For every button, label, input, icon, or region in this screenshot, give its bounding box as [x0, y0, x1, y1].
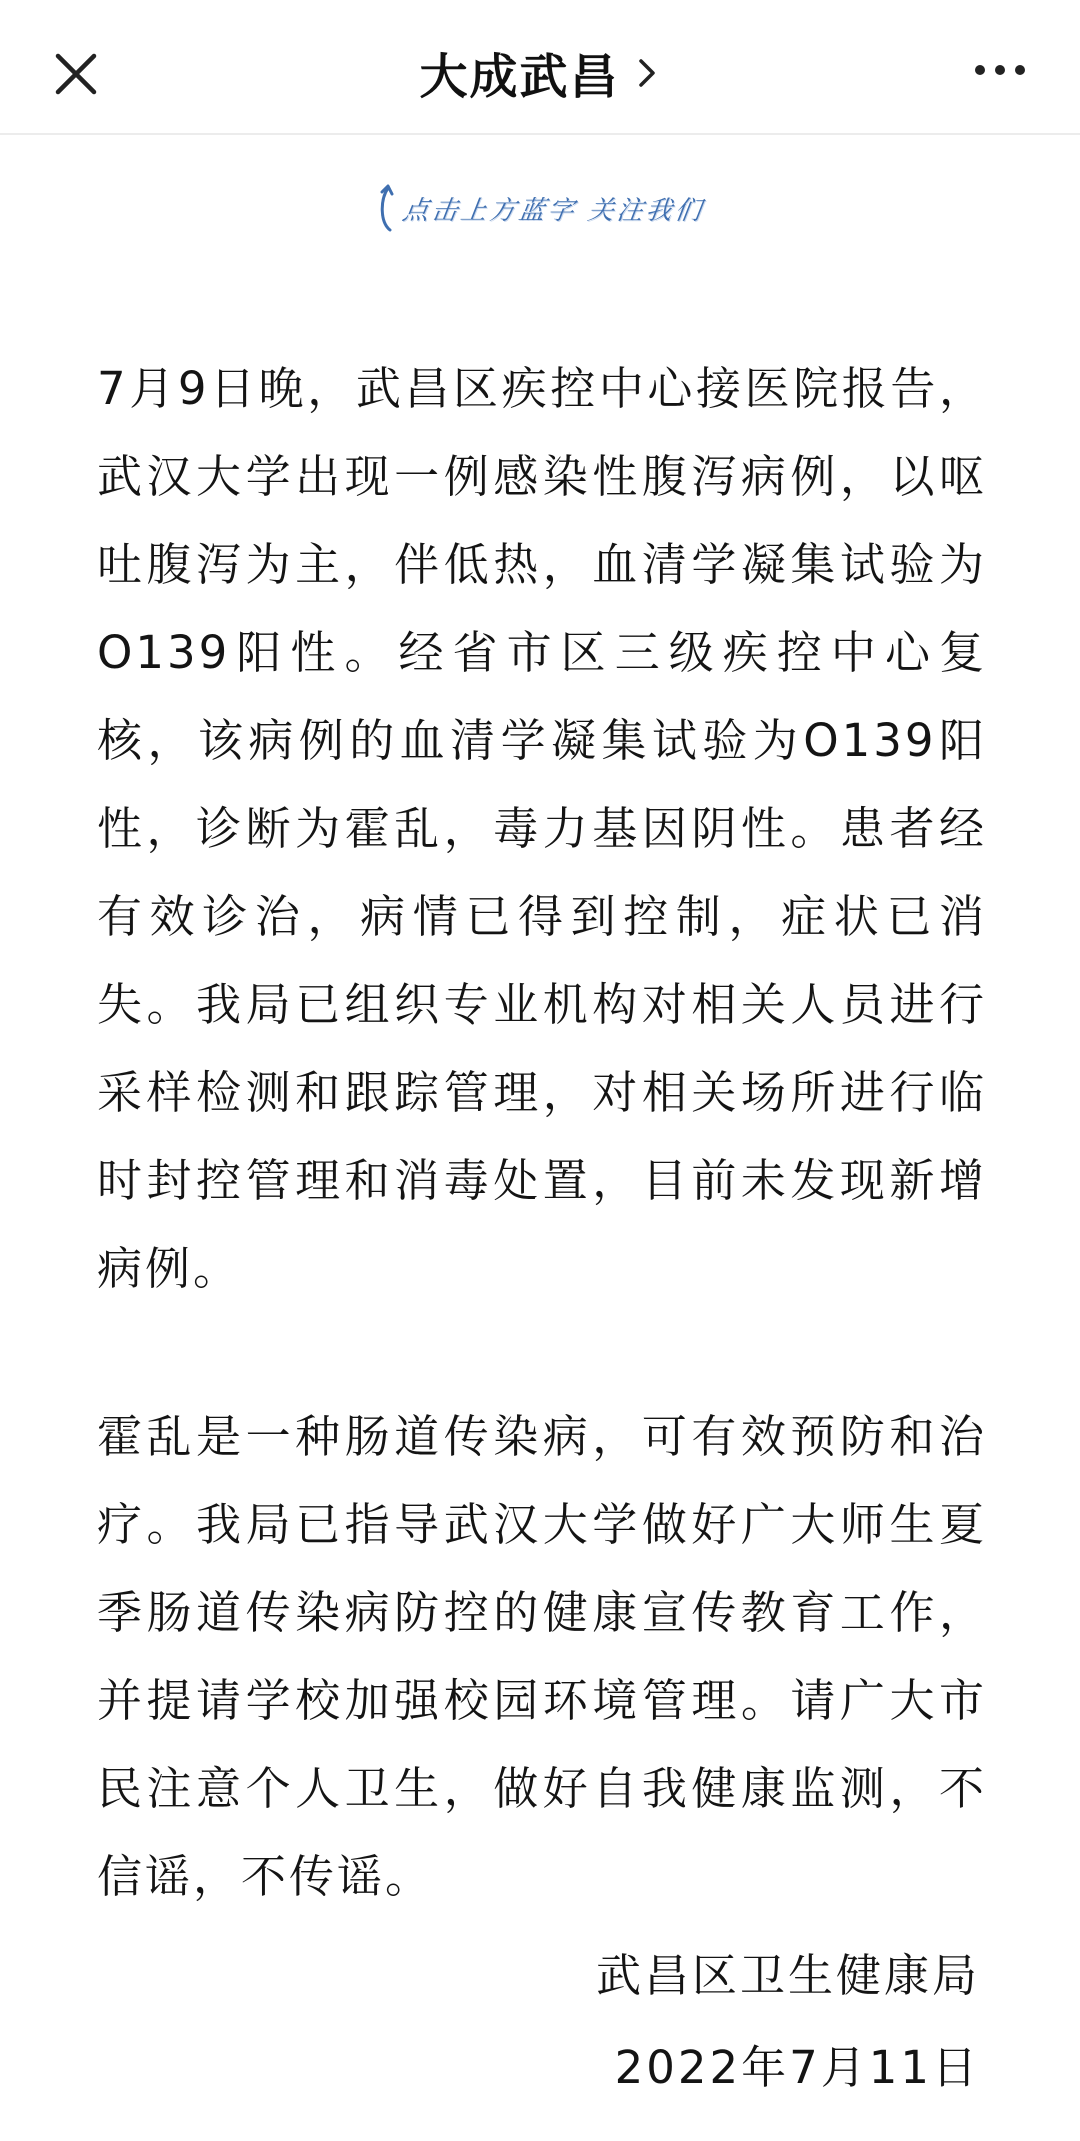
follow-banner-text: 点击上方蓝字 关注我们	[400, 195, 706, 226]
article-signature	[596, 1930, 980, 2114]
article-body	[97, 345, 987, 1921]
article-paragraph: 霍乱是一种肠道传染病，可有效预防和治疗。我局已指导武汉大学做好广大师生夏季肠道传染病防控的健康宣传教育工作，并提请学校加强校园环境管理。请广大市民注意个人卫生，做好自我健康监测，不信谣，不传谣。	[97, 1410, 987, 1903]
account-title-link[interactable]	[0, 38, 1080, 107]
article-paragraph: 7月9日晚，武昌区疾控中心接医院报告，武汉大学出现一例感染性腹泻病例，以呕吐腹泻为主，伴低热，血清学凝集试验为O139阳性。经省市区三级疾控中心复核，该病例的血清学凝集试验为O139阳性，诊断为霍乱，毒力基因阴性。患者经有效诊治，病情已得到控制，症状已消失。我局已组织专业机构对相关人员进行采样检测和跟踪管理，对相关场所进行临时封控管理和消毒处置，目前未发现新增病例。	[97, 362, 987, 1295]
signature-organization: 武昌区卫生健康局	[595, 1949, 980, 2002]
chevron-right-icon	[635, 53, 661, 93]
curved-arrow-icon	[376, 182, 398, 234]
account-title: 大成武昌	[419, 49, 620, 105]
follow-banner	[0, 182, 1080, 242]
top-navigation-bar	[0, 0, 1080, 135]
more-dots-icon	[970, 50, 1030, 90]
signature-date: 2022年7月11日	[614, 2041, 980, 2094]
more-button[interactable]	[970, 50, 1030, 90]
